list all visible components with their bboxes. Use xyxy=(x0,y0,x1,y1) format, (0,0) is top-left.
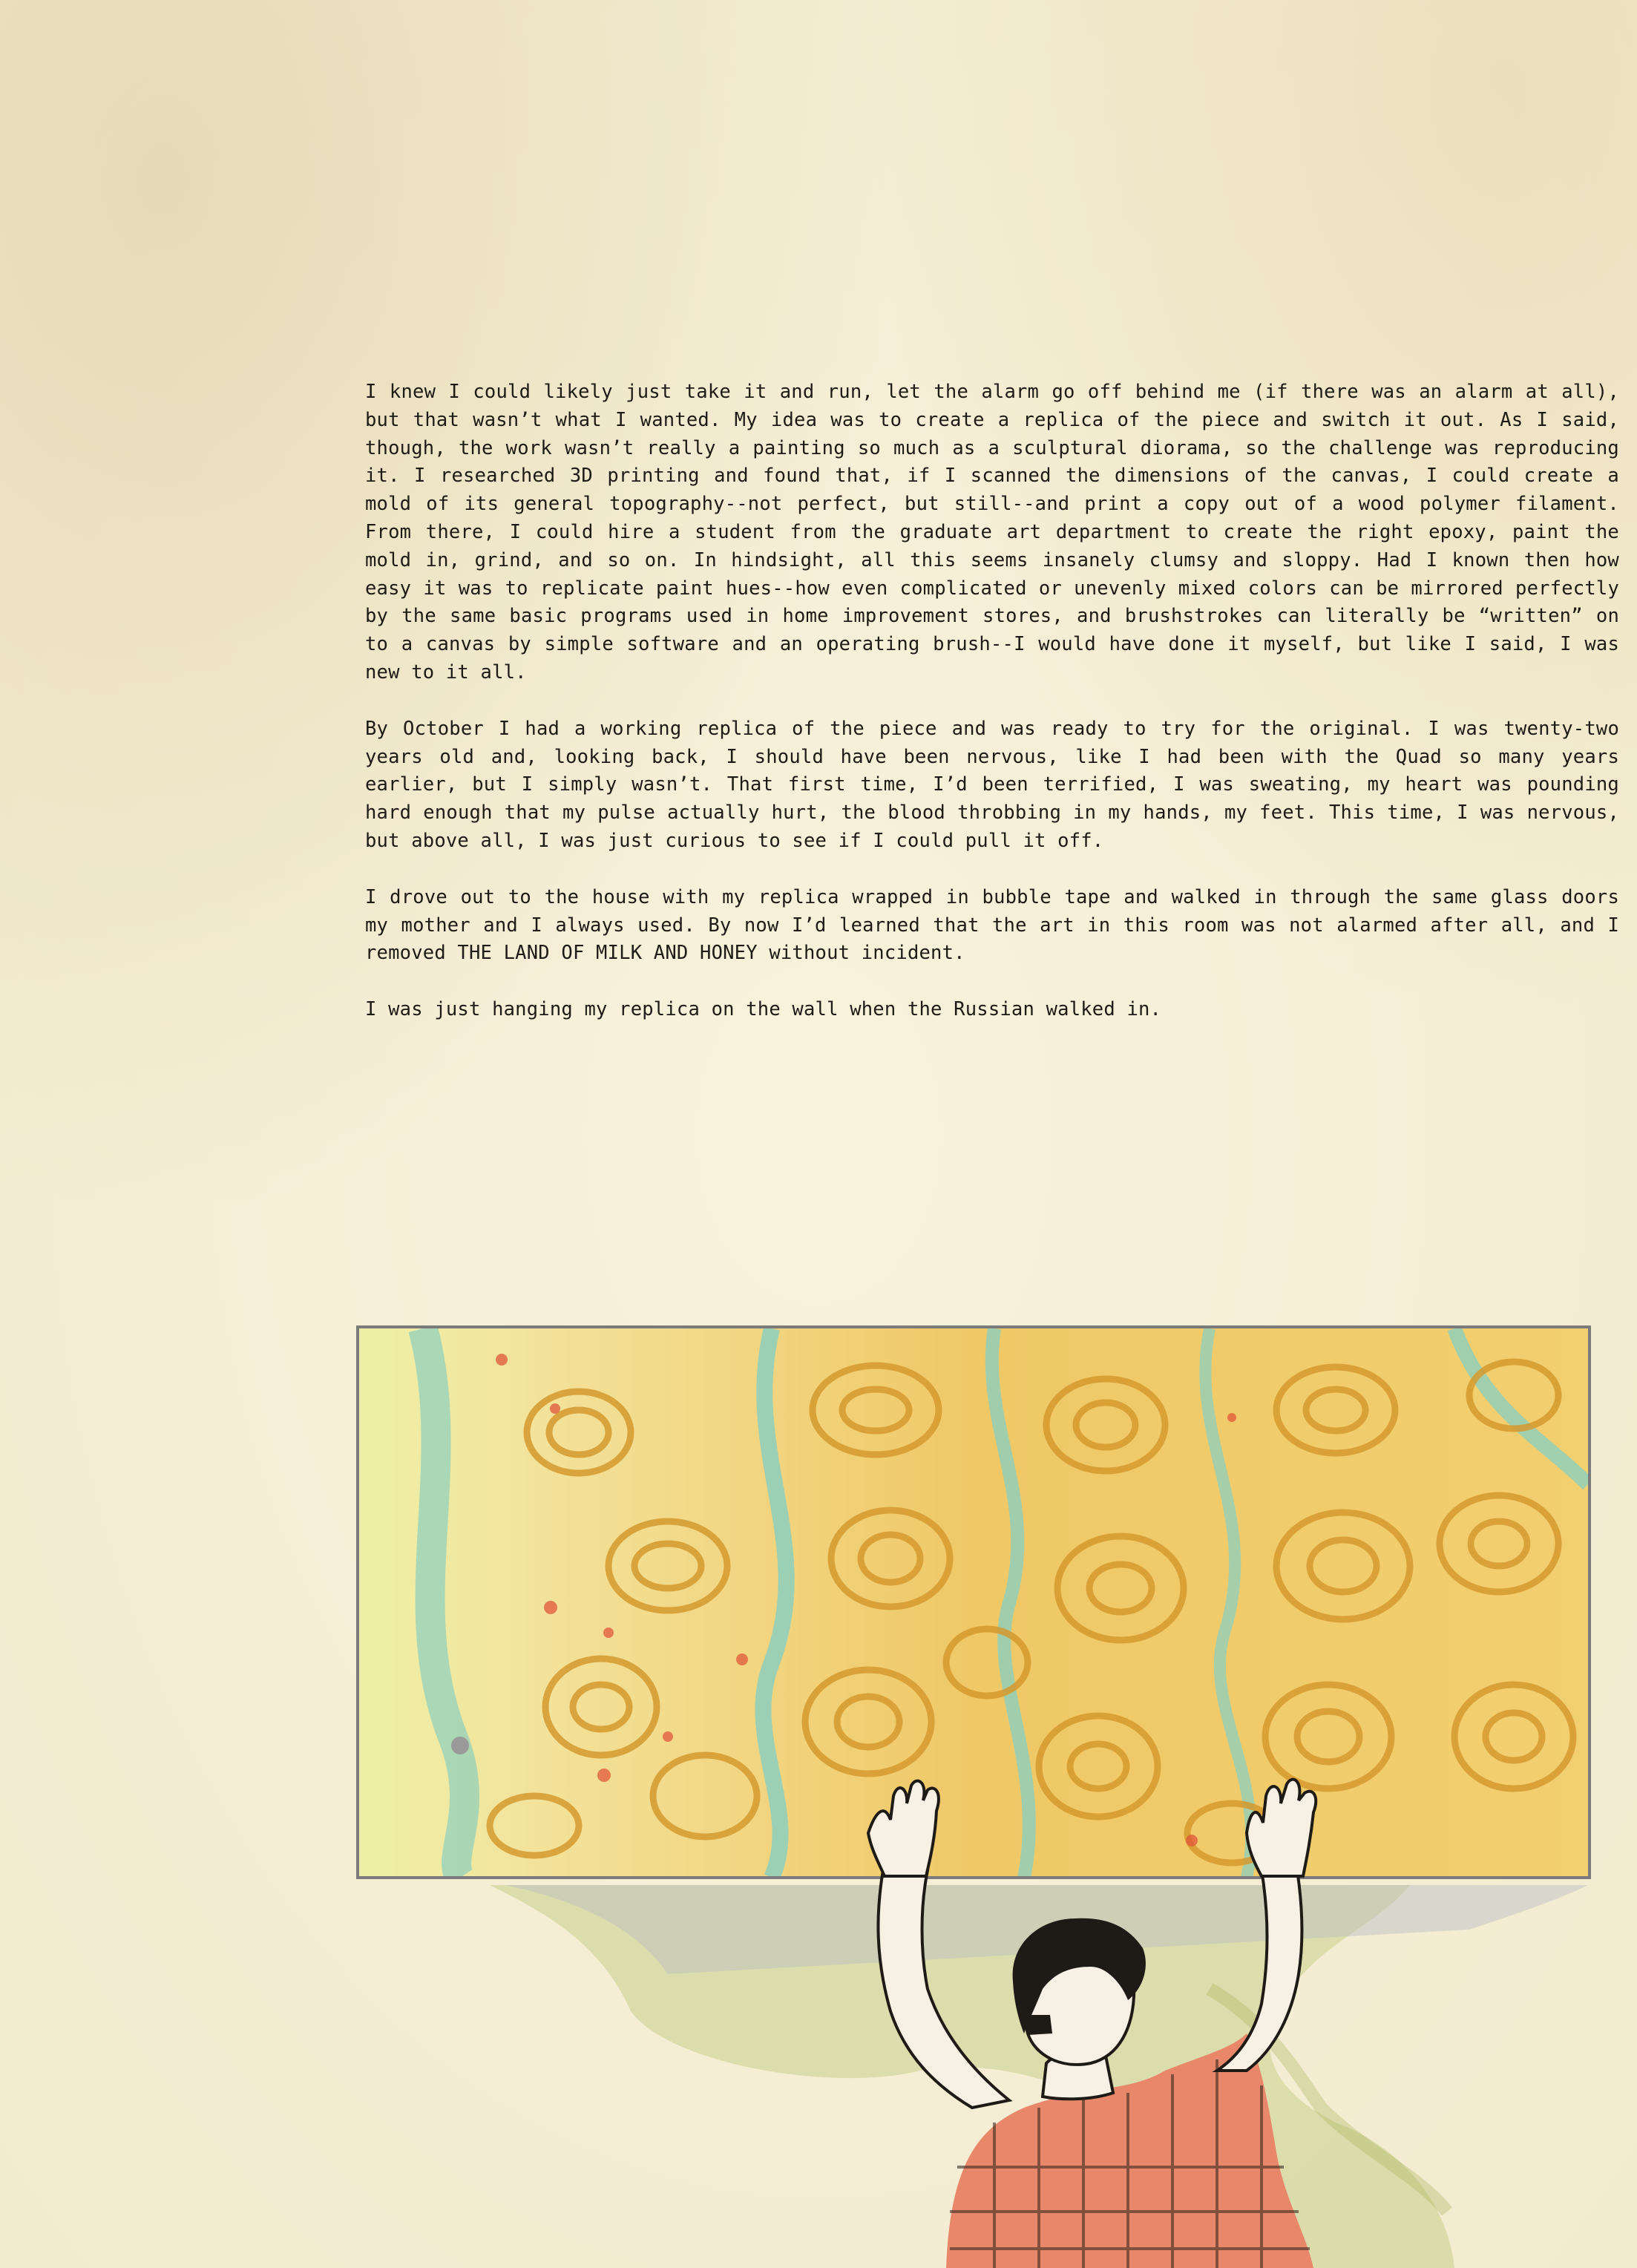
painting-canvas xyxy=(356,1325,1591,1879)
painting-illustration xyxy=(356,1321,1637,2268)
prose-text-block xyxy=(365,378,1619,1052)
paragraph-1: I knew I could likely just take it and run, let the alarm go off behind me (if there was an alarm at all), but that wasn’t what I wanted. My idea was to create a replica of the piece and switch it out. As I said, though, the work wasn’t really a painting so much as a sculptural diorama, so the challenge was reproducing it. I researched 3D printing and found that, if I scanned the dimensions of the canvas, I could create a mold of its general topography--not perfect, but still--and print a copy out of a wood polymer filament. From there, I could hire a student from the graduate art department to create the right epoxy, paint the mold in, grind, and so on. In hindsight, all this seems insanely clumsy and sloppy. Had I known then how easy it was to replicate paint hues--how even complicated or unevenly mixed colors can be mirrored perfectly by the same basic programs used in home improvement stores, and brushstrokes can literally be “written” on to a canvas by simple software and an operating brush--I would have done it myself, but like I said, I was new to it all. xyxy=(365,381,1619,684)
paragraph-3: I drove out to the house with my replica wrapped in bubble tape and walked in through the same glass doors my mother and I always used. By now I’d learned that the art in this room was not alarmed after all, and I removed THE LAND OF MILK AND HONEY without incident. xyxy=(365,885,1619,965)
paragraph-4: I was just hanging my replica on the wall when the Russian walked in. xyxy=(365,998,1162,1021)
paragraph-2: By October I had a working replica of the piece and was ready to try for the original. I was twenty-two years old and, looking back, I should have been nervous, like I had been with the Quad so many years earlier, but I simply wasn’t. That first time, I’d been terrified, I was sweating, my heart was pounding hard enough that my pulse actually hurt, the blood throbbing in my hands, my feet. This time, I was nervous, but above all, I was just curious to see if I could pull it off. xyxy=(365,717,1619,852)
